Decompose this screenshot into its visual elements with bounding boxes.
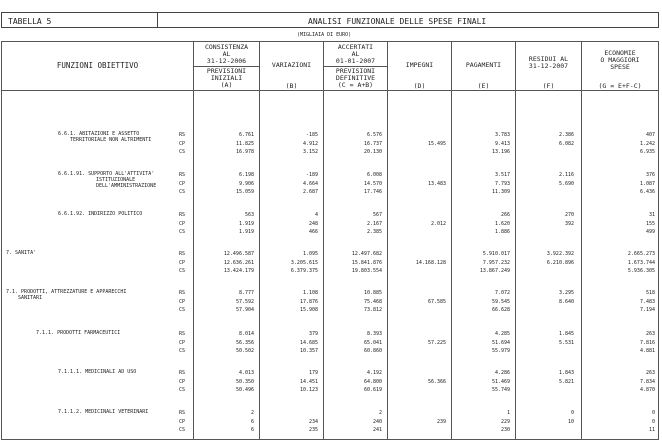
cell-f: 10 — [567, 418, 574, 425]
cell-g: 263 — [645, 331, 655, 337]
cell-a: 56.356 — [235, 339, 254, 346]
row-code: CS — [179, 229, 186, 235]
cell-c: 15.841.876 — [351, 259, 382, 266]
cell-c: 73.812 — [363, 307, 382, 313]
row-code: CS — [179, 427, 186, 433]
cell-f: 3.295 — [558, 290, 574, 296]
cell-g: 6.935 — [639, 149, 655, 155]
cell-g: 0 — [651, 418, 655, 425]
col-b-sub-1: (B) — [285, 82, 298, 90]
cell-a: 563 — [244, 212, 254, 218]
cell-f: 6.082 — [558, 140, 574, 147]
row-code: RS — [179, 370, 186, 376]
cell-f: 8.640 — [558, 298, 574, 305]
row-code: CS — [179, 348, 186, 354]
section-label: 7. SANITA' — [6, 250, 37, 256]
cell-a: 9.906 — [238, 180, 254, 187]
cell-d: 2.012 — [430, 220, 446, 227]
row-code: RS — [179, 331, 186, 337]
cell-b: 234 — [308, 418, 318, 425]
cell-a: 8.777 — [238, 290, 254, 296]
cell-e: 7.072 — [494, 290, 510, 296]
cell-f: 1.845 — [558, 331, 574, 337]
cell-c: 20.130 — [363, 149, 382, 155]
cell-a: 12.496.587 — [223, 251, 254, 257]
cell-a: 50.502 — [235, 348, 254, 354]
cell-b: 10.357 — [299, 348, 318, 354]
col-d-line-1: IMPEGNI — [405, 61, 434, 69]
col-g-line-1: ECONOMIE — [604, 49, 636, 57]
cell-b: 466 — [308, 229, 318, 235]
row-code: RS — [179, 132, 186, 138]
cell-g: 499 — [645, 229, 655, 235]
cell-d: 239 — [436, 418, 446, 425]
cell-g: 4.881 — [639, 348, 655, 354]
row-code: RS — [179, 290, 186, 296]
cell-g: 263 — [645, 370, 655, 376]
cell-g: 0 — [651, 410, 655, 416]
cell-c: 2 — [378, 410, 382, 416]
cell-g: 7.834 — [639, 378, 655, 385]
cell-g: 155 — [645, 220, 655, 227]
row-code: CP — [179, 180, 186, 187]
cell-g: 1.242 — [639, 140, 655, 147]
table-title: ANALISI FUNZIONALE DELLE SPESE FINALI — [308, 17, 487, 26]
cell-c: 240 — [372, 418, 382, 425]
cell-c: 75.468 — [363, 298, 382, 305]
cell-b: 235 — [308, 427, 318, 433]
cell-d: 15.495 — [427, 140, 446, 147]
cell-g: 11 — [648, 427, 655, 433]
cell-e: 1.886 — [494, 229, 510, 235]
cell-g: 4.870 — [639, 387, 655, 393]
cell-e: 13.196 — [491, 149, 510, 155]
cell-a: 6 — [250, 418, 254, 425]
col-c-line-1: ACCERTATI — [337, 42, 374, 51]
section-label: 6.6.1. ABITAZIONI E ASSETTO — [58, 131, 140, 137]
cell-b: 14.451 — [299, 378, 318, 385]
col-c-sub-2: DEFINITIVE — [335, 73, 376, 82]
col-f-line-1: RESIDUI AL — [528, 55, 569, 63]
cell-b: 14.685 — [299, 339, 318, 346]
cell-e: 230 — [500, 427, 510, 433]
cell-c: 12.497.682 — [351, 251, 382, 257]
cell-a: 6.198 — [238, 172, 254, 178]
cell-e: 55.749 — [491, 387, 510, 393]
cell-g: 7.194 — [639, 307, 655, 313]
cell-d: 13.483 — [427, 180, 446, 187]
cell-d: 67.585 — [427, 298, 446, 305]
cell-d: 57.225 — [427, 339, 446, 346]
cell-b: 248 — [308, 220, 318, 227]
cell-b: 17.876 — [299, 298, 318, 305]
col-a-sub-1: PREVISIONI — [206, 66, 247, 75]
section-label: DELL'AMMINISTRAZIONE — [96, 183, 157, 190]
cell-b: 379 — [308, 331, 318, 337]
cell-f: 270 — [564, 212, 574, 218]
unit-note: (MIGLIAIA DI EURO) — [297, 32, 352, 38]
cell-f: 2.386 — [558, 132, 574, 138]
cell-b: 3.205.615 — [290, 259, 318, 266]
cell-c: 10.885 — [363, 290, 382, 296]
cell-g: 1.673.744 — [627, 259, 655, 266]
col-e-sub-1: (E) — [477, 82, 490, 90]
cell-c: 65.041 — [363, 339, 382, 346]
functions-header: FUNZIONI OBIETTIVO — [56, 61, 139, 70]
cell-a: 57.904 — [235, 307, 254, 313]
cell-g: 518 — [645, 290, 655, 296]
row-code: CP — [179, 220, 186, 227]
cell-e: 7.793 — [494, 180, 510, 187]
cell-g: 376 — [645, 172, 655, 178]
col-a-line-1: CONSISTENZA — [204, 42, 249, 51]
cell-c: 2.385 — [366, 229, 382, 235]
cell-g: 7.483 — [639, 298, 655, 305]
cell-a: 12.636.261 — [223, 259, 254, 266]
cell-b: 1.108 — [302, 290, 318, 296]
cell-c: 16.737 — [363, 140, 382, 147]
cell-b: 6.379.375 — [290, 268, 318, 274]
col-f-line-2: 31-12-2007 — [528, 62, 569, 70]
cell-f: 1.843 — [558, 370, 574, 376]
row-code: CP — [179, 339, 186, 346]
col-c-line-2: AL — [351, 49, 360, 58]
cell-g: 7.816 — [639, 339, 655, 346]
cell-g: 1.087 — [639, 180, 655, 187]
row-code: RS — [179, 410, 186, 416]
section-label: 7.1.1.2. MEDICINALI VETERINARI — [58, 409, 149, 415]
cell-e: 59.545 — [491, 298, 510, 305]
col-g-line-3: SPESE — [610, 63, 630, 71]
table-label: TABELLA 5 — [8, 17, 52, 26]
cell-c: 19.803.554 — [351, 268, 382, 274]
cell-a: 6.761 — [238, 132, 254, 138]
cell-b: 2.687 — [302, 189, 318, 195]
cell-e: 66.628 — [491, 307, 510, 313]
cell-e: 11.309 — [491, 189, 510, 195]
cell-c: 6.008 — [366, 172, 382, 178]
cell-g: 2.665.273 — [627, 251, 655, 257]
cell-b: -185 — [305, 132, 318, 138]
cell-e: 229 — [500, 418, 510, 425]
col-a-line-2: AL — [222, 49, 231, 58]
cell-e: 5.910.017 — [482, 251, 510, 257]
cell-e: 1.620 — [494, 220, 510, 227]
cell-f: 6.210.896 — [546, 259, 574, 266]
row-code: CP — [179, 298, 186, 305]
cell-e: 13.867.249 — [479, 268, 510, 274]
section-label: 6.6.1.91. SUPPORTO ALL'ATTIVITA' — [58, 171, 155, 177]
cell-a: 57.592 — [235, 298, 254, 305]
cell-f: 0 — [570, 410, 574, 416]
row-code: CP — [179, 259, 186, 266]
cell-a: 4.013 — [238, 370, 254, 376]
cell-g: 407 — [645, 132, 655, 138]
cell-g: 6.436 — [639, 189, 655, 195]
cell-c: 60.619 — [363, 387, 382, 393]
cell-e: 51.469 — [491, 378, 510, 385]
cell-a: 8.014 — [238, 331, 254, 337]
cell-c: 6.576 — [366, 132, 382, 138]
col-e-line-1: PAGAMENTI — [465, 61, 502, 69]
cell-b: 4.912 — [302, 140, 318, 147]
cell-a: 15.059 — [235, 189, 254, 195]
cell-b: 1.095 — [302, 251, 318, 257]
section-label: TERRITORIALE NON ALTRIMENTI — [70, 137, 152, 144]
row-code: CS — [179, 268, 186, 274]
cell-f: 3.922.392 — [546, 251, 574, 257]
row-code: CP — [179, 140, 186, 147]
section-label: 7.1. PRODOTTI, ATTREZZATURE E APPARECCHI — [6, 289, 127, 295]
col-d-sub-1: (D) — [413, 82, 426, 90]
cell-g: 31 — [648, 212, 655, 218]
cell-d: 56.366 — [427, 378, 446, 385]
row-code: RS — [179, 212, 186, 218]
cell-b: 10.123 — [299, 387, 318, 393]
cell-e: 7.957.232 — [482, 259, 510, 266]
cell-e: 4.285 — [494, 331, 510, 337]
cell-a: 11.825 — [235, 140, 254, 147]
col-b-line-1: VARIAZIONI — [271, 61, 312, 69]
cell-c: 64.800 — [363, 378, 382, 385]
cell-c: 17.746 — [363, 189, 382, 195]
cell-b: -189 — [305, 172, 318, 178]
cell-f: 2.116 — [558, 172, 574, 178]
section-label: ISTITUZIONALE — [96, 177, 136, 184]
cell-a: 13.424.179 — [223, 268, 254, 274]
cell-c: 2.167 — [366, 220, 382, 227]
cell-b: 3.152 — [302, 149, 318, 155]
section-label: SANITARI — [18, 295, 43, 302]
col-c-sub-3: (C = A+B) — [337, 80, 374, 89]
cell-a: 6 — [250, 427, 254, 433]
cell-c: 60.860 — [363, 348, 382, 354]
col-g-sub-1: (G = E+F-C) — [598, 82, 642, 90]
cell-c: 14.570 — [363, 180, 382, 187]
cell-e: 266 — [500, 212, 510, 218]
cell-a: 1.919 — [238, 229, 254, 235]
row-code: RS — [179, 251, 186, 257]
cell-a: 50.350 — [235, 378, 254, 385]
cell-a: 1.919 — [238, 220, 254, 227]
row-code: CS — [179, 189, 186, 195]
col-f-sub-1: (F) — [542, 82, 555, 90]
cell-e: 1 — [506, 410, 510, 416]
row-code: CP — [179, 418, 186, 425]
section-label: 7.1.1.1. MEDICINALI AD USO — [58, 369, 137, 375]
cell-c: 241 — [372, 427, 382, 433]
cell-a: 50.496 — [235, 387, 254, 393]
row-code: CP — [179, 378, 186, 385]
cell-f: 392 — [564, 220, 574, 227]
row-code: CS — [179, 307, 186, 313]
cell-b: 15.908 — [299, 307, 318, 313]
cell-c: 567 — [372, 212, 382, 218]
col-c-sub-1: PREVISIONI — [335, 66, 376, 75]
col-g-line-2: O MAGGIORI — [600, 56, 640, 64]
cell-c: 4.192 — [366, 370, 382, 376]
cell-c: 8.393 — [366, 331, 382, 337]
cell-a: 16.978 — [235, 149, 254, 155]
cell-b: 179 — [308, 370, 318, 376]
cell-b: 4.664 — [302, 180, 318, 187]
row-code: CS — [179, 387, 186, 393]
cell-g: 5.936.305 — [627, 268, 655, 274]
row-code: RS — [179, 172, 186, 178]
cell-e: 3.517 — [494, 172, 510, 178]
cell-e: 51.694 — [491, 339, 510, 346]
section-label: 6.6.1.92. INDIRIZZO POLITICO — [58, 211, 143, 217]
cell-f: 5.531 — [558, 339, 574, 346]
cell-b: 4 — [314, 212, 318, 218]
cell-e: 4.286 — [494, 370, 510, 376]
col-a-sub-3: (A) — [220, 80, 233, 89]
cell-e: 3.783 — [494, 132, 510, 138]
col-c-line-3: 01-01-2007 — [335, 56, 376, 65]
col-a-sub-2: INIZIALI — [210, 73, 243, 82]
cell-f: 5.690 — [558, 180, 574, 187]
cell-e: 9.413 — [494, 140, 510, 147]
cell-a: 2 — [250, 410, 254, 416]
cell-e: 55.979 — [491, 348, 510, 354]
col-a-line-3: 31-12-2006 — [206, 56, 247, 65]
row-code: CS — [179, 149, 186, 155]
cell-d: 14.168.128 — [415, 259, 446, 266]
cell-f: 5.821 — [558, 378, 574, 385]
section-label: 7.1.1. PRODOTTI FARMACEUTICI — [36, 330, 121, 336]
